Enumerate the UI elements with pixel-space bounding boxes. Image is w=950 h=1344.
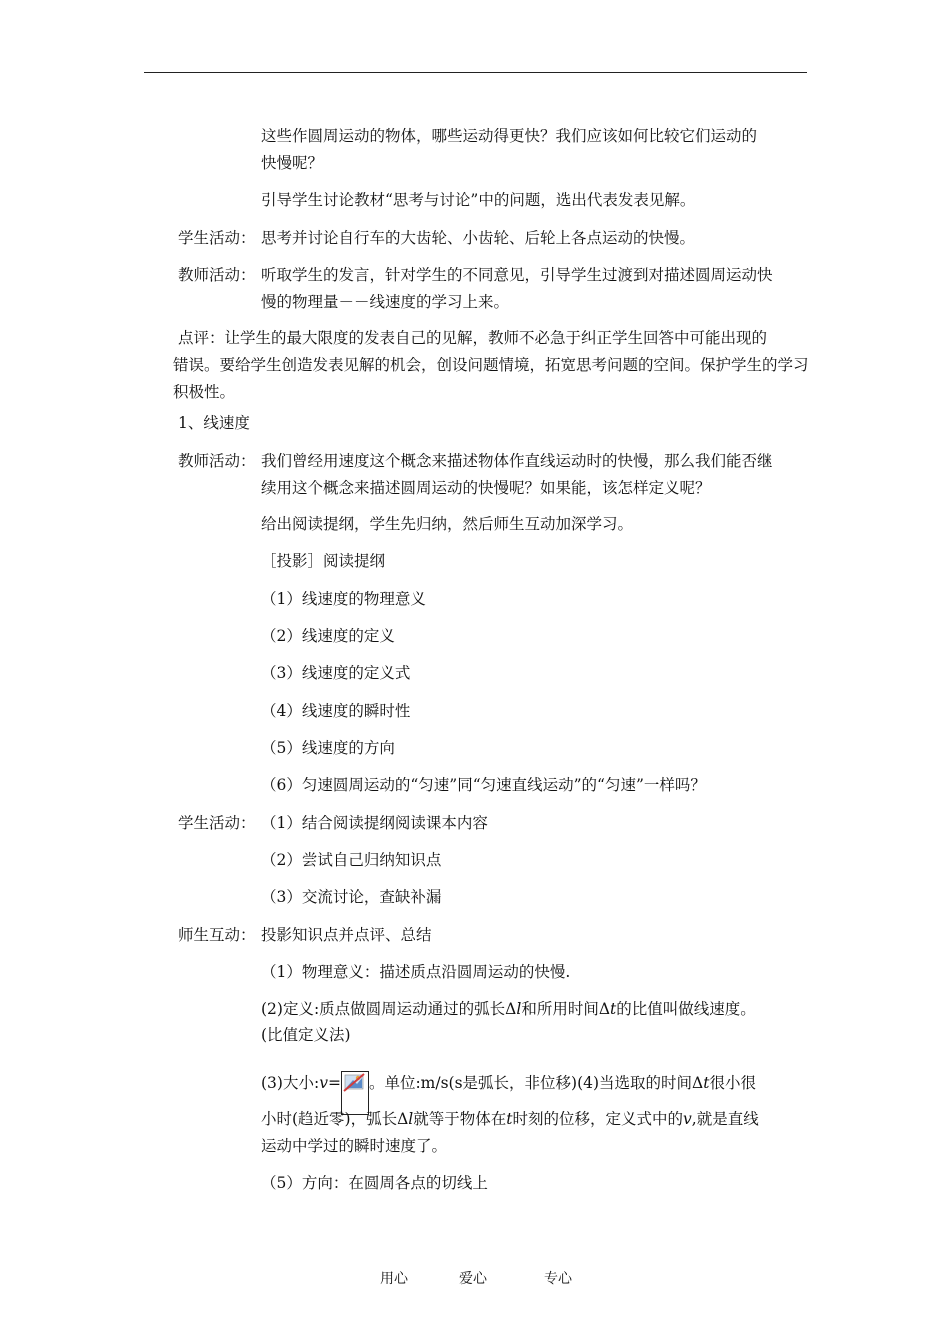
knowledge-point: （5）方向：在圆周各点的切线上 [261,1174,488,1192]
student-activity-line [178,225,695,252]
footer-text: 用心 [380,1271,408,1287]
paragraph-line: 引导学生讨论教材“思考与讨论”中的问题，选出代表发表见解。 [261,191,696,209]
header-rule [144,72,807,73]
math-variable: v [319,1074,328,1092]
outline-item: （1）线速度的物理意义 [261,590,426,608]
outline-item: （3）线速度的定义式 [261,664,411,682]
knowledge-point: (比值定义法) [261,1026,351,1044]
text-segment: 小时(趋近零)，弧长Δ [261,1110,409,1128]
text-segment: 很小很 [709,1074,756,1092]
text-segment: (2)定义:质点做圆周运动通过的弧长Δ [261,1000,517,1018]
outline-item: （6）匀速圆周运动的“匀速”同“匀速直线运动”的“匀速”一样吗？ [261,776,706,794]
outline-item: （2）尝试自己归纳知识点 [261,851,442,869]
knowledge-point: （1）物理意义：描述质点沿圆周运动的快慢. [261,963,571,981]
math-variable: l [408,1110,414,1128]
outline-item: （5）线速度的方向 [261,739,395,757]
paragraph-line: 续用这个概念来描述圆周运动的快慢呢？如果能，该怎样定义呢？ [261,479,711,497]
math-variable: t [610,1000,617,1018]
math-variable: t [703,1074,710,1092]
text-segment: = [327,1074,341,1092]
activity-label: 学生活动： [178,814,256,832]
text-segment: (3)大小: [261,1074,320,1092]
text-segment: 。单位:m/s(s是弧长，非位移)(4)当选取的时间Δ [368,1074,704,1092]
activity-text: 我们曾经用速度这个概念来描述物体作直线运动时的快慢，那么我们能否继 [261,452,773,470]
activity-text: 思考并讨论自行车的大齿轮、小齿轮、后轮上各点运动的快慢。 [261,229,696,247]
activity-text: 听取学生的发言，针对学生的不同意见，引导学生过渡到对描述圆周运动快 [261,266,773,284]
math-variable: l [516,1000,522,1018]
text-segment: 时刻的位移，定义式中的 [512,1110,684,1128]
paragraph-line: ［投影］阅读提纲 [261,552,386,570]
activity-text: （1）结合阅读提纲阅读课本内容 [261,814,488,832]
teacher-activity-line [178,262,773,289]
paragraph-line: 慢的物理量－－线速度的学习上来。 [261,293,510,311]
paragraph-line: 这些作圆周运动的物体，哪些运动得更快？我们应该如何比较它们运动的 [261,127,758,145]
text-segment: ,就是直线 [691,1110,759,1128]
teacher-activity-line [178,448,773,475]
outline-item: （4）线速度的瞬时性 [261,702,411,720]
student-activity-line [178,810,488,837]
outline-item: （2）线速度的定义 [261,627,395,645]
text-segment: 和所用时间Δ [521,1000,611,1018]
paragraph-line: 快慢呢？ [261,154,324,172]
text-segment: 的比值叫做线速度。 [616,1000,756,1018]
footer-text: 专心 [544,1271,572,1287]
knowledge-point [261,1106,759,1133]
activity-label: 教师活动： [178,452,256,470]
text-segment: 就等于物体在 [413,1110,507,1128]
section-heading: 1、线速度 [178,414,250,432]
paragraph-line: 给出阅读提纲，学生先归纳，然后师生互动加深学习。 [261,515,634,533]
knowledge-point: 运动中学过的瞬时速度了。 [261,1137,448,1155]
footer-text: 爱心 [459,1271,487,1287]
activity-label: 教师活动： [178,266,256,284]
knowledge-point [261,996,756,1023]
interaction-line [178,922,432,949]
activity-label: 学生活动： [178,229,256,247]
comment-line: 错误。要给学生创造发表见解的机会，创设问题情境，拓宽思考问题的空间。保护学生的学习 [173,356,809,374]
math-variable: v [683,1110,692,1128]
comment-line: 积极性。 [173,383,236,401]
math-variable: t [506,1110,513,1128]
outline-item: （3）交流讨论，查缺补漏 [261,888,442,906]
activity-text: 投影知识点并点评、总结 [261,926,432,944]
comment-line: 点评：让学生的最大限度的发表自己的见解，教师不必急于纠正学生回答中可能出现的 [178,329,768,347]
activity-label: 师生互动： [178,926,256,944]
